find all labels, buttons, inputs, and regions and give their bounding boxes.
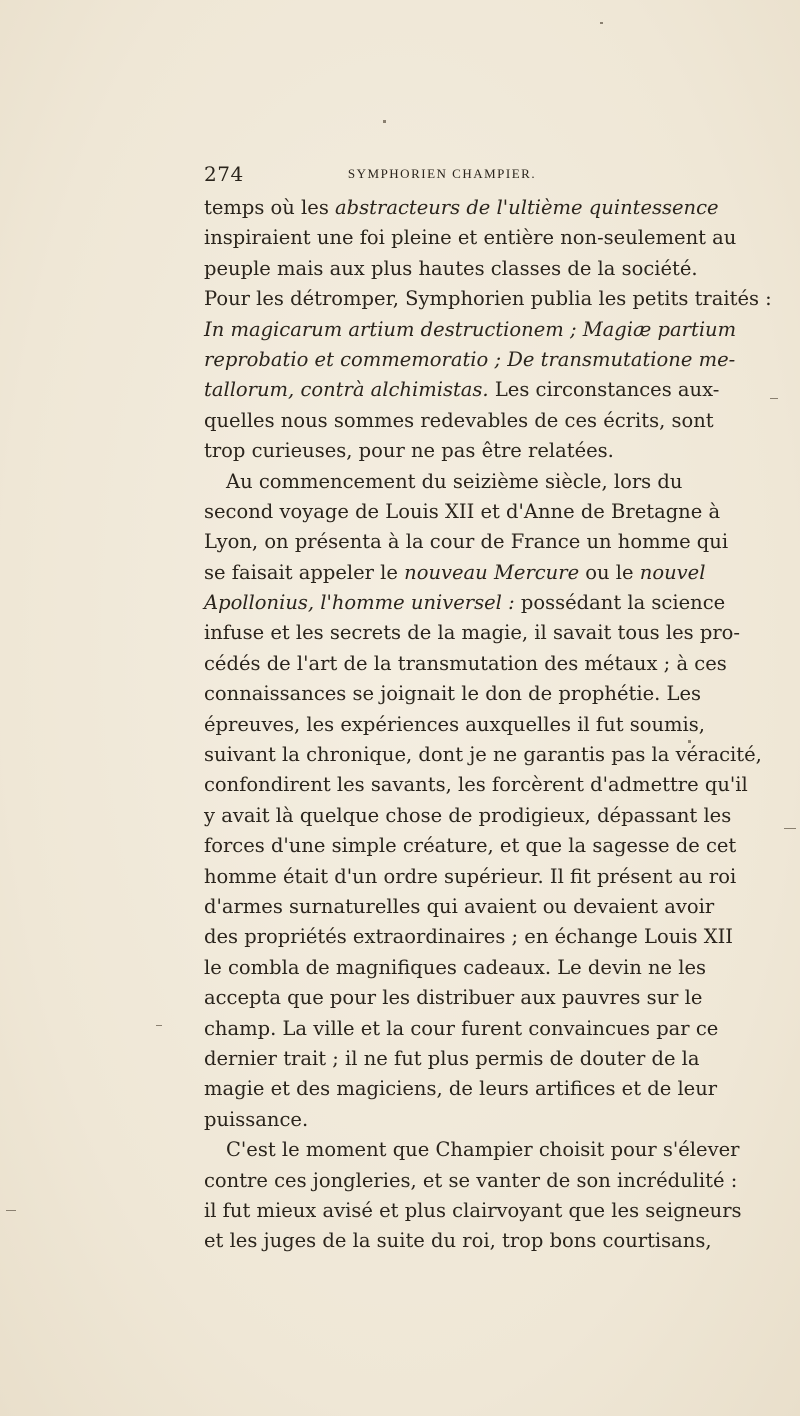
text-line: In magicarum artium destructionem ; Magiæ partium xyxy=(204,317,737,341)
page-header xyxy=(204,162,680,192)
body-text xyxy=(204,193,772,1257)
text-line: forces d'une simple créature, et que la sagesse de cet xyxy=(204,834,737,858)
text-line: épreuves, les expériences auxquelles il fut soumis, xyxy=(204,712,705,736)
text-line: des propriétés extraordinaires ; en échange Louis XII xyxy=(204,925,733,949)
paper-speck xyxy=(6,1210,16,1211)
paper-speck xyxy=(383,120,386,123)
running-head: SYMPHORIEN CHAMPIER. xyxy=(347,166,537,181)
text-line: contre ces jongleries, et se vanter de son incrédulité : xyxy=(204,1168,738,1192)
page-number: 274 xyxy=(204,162,244,186)
text-line: magie et des magiciens, de leurs artifices et de leur xyxy=(204,1077,718,1101)
text-line: Apollonius, l'homme universel : possédant la science xyxy=(204,591,726,615)
text-line: reprobatio et commemoratio ; De transmutatione me- xyxy=(204,347,736,371)
text-line: y avait là quelque chose de prodigieux, dépassant les xyxy=(204,803,732,827)
text-line: inspiraient une foi pleine et entière non-seulement au xyxy=(204,226,737,250)
paper-speck xyxy=(156,1025,162,1026)
text-line: d'armes surnaturelles qui avaient ou devaient avoir xyxy=(204,894,715,918)
text-line: trop curieuses, pour ne pas être relatées. xyxy=(204,439,614,463)
text-line: dernier trait ; il ne fut plus permis de douter de la xyxy=(204,1046,700,1070)
text-line: second voyage de Louis XII et d'Anne de Bretagne à xyxy=(204,499,721,523)
text-line: se faisait appeler le nouveau Mercure ou le nouvel xyxy=(204,560,706,584)
text-line: C'est le moment que Champier choisit pour s'élever xyxy=(226,1138,740,1162)
text-line: et les juges de la suite du roi, trop bons courtisans, xyxy=(204,1229,712,1253)
text-line: il fut mieux avisé et plus clairvoyant que les seigneurs xyxy=(204,1198,742,1222)
text-line: cédés de l'art de la transmutation des métaux ; à ces xyxy=(204,651,727,675)
text-line: infuse et les secrets de la magie, il savait tous les pro- xyxy=(204,621,740,645)
text-line: quelles nous sommes redevables de ces écrits, sont xyxy=(204,408,714,432)
paper-speck xyxy=(770,398,778,399)
text-line: puissance. xyxy=(204,1107,309,1131)
paper-speck xyxy=(784,828,796,829)
text-line: Au commencement du seizième siècle, lors du xyxy=(226,469,683,493)
text-line: peuple mais aux plus hautes classes de la société. xyxy=(204,256,698,280)
text-line: temps où les abstracteurs de l'ultième quintessence xyxy=(204,196,719,219)
text-line: Lyon, on présenta à la cour de France un homme qui xyxy=(204,530,729,554)
text-line: tallorum, contrà alchimistas. Les circonstances aux- xyxy=(204,378,720,402)
text-line: suivant la chronique, dont je ne garantis pas la véracité, xyxy=(204,743,762,767)
text-line: connaissances se joignait le don de prophétie. Les xyxy=(204,682,702,706)
text-line: le combla de magnifiques cadeaux. Le devin ne les xyxy=(204,955,707,979)
text-line: homme était d'un ordre supérieur. Il fit présent au roi xyxy=(204,864,737,888)
text-line: confondirent les savants, les forcèrent d'admettre qu'il xyxy=(204,773,748,797)
text-line: accepta que pour les distribuer aux pauvres sur le xyxy=(204,986,703,1010)
paper-speck xyxy=(688,740,691,743)
text-line: Pour les détromper, Symphorien publia les petits traités : xyxy=(204,287,772,311)
text-line: champ. La ville et la cour furent convaincues par ce xyxy=(204,1016,719,1040)
paper-speck xyxy=(600,22,603,24)
